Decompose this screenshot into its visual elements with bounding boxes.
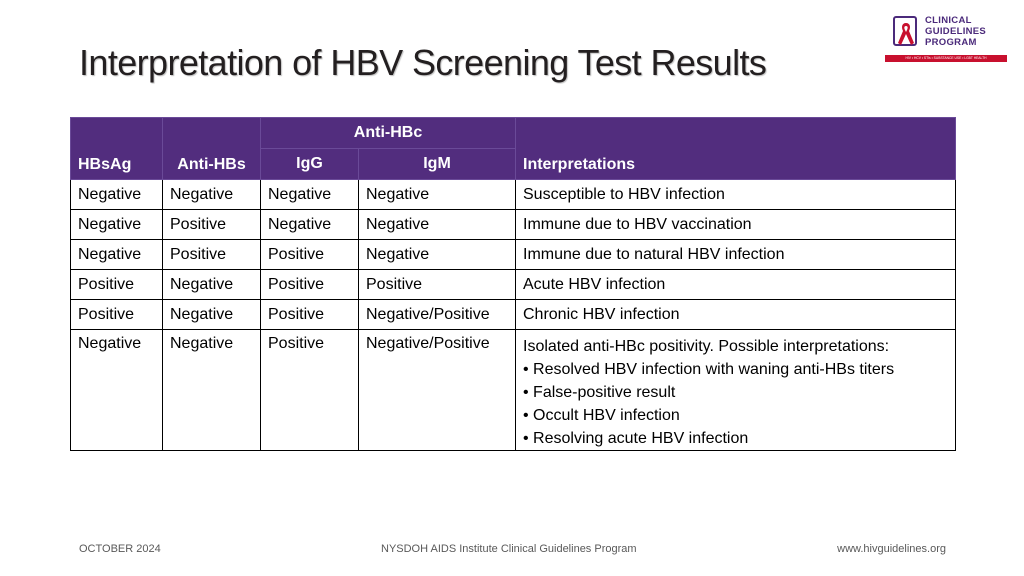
cell-anti-hbs: Negative [163, 180, 261, 210]
cell-igg: Negative [261, 180, 359, 210]
cell-hbsag: Positive [71, 270, 163, 300]
cell-hbsag: Negative [71, 210, 163, 240]
header-anti-hbc-group: Anti-HBc [261, 118, 516, 149]
cell-igm: Positive [359, 270, 516, 300]
logo-tagline: HIV • HCV • STIs • SUBSTANCE USE • LGBT HEALTH [885, 55, 1007, 62]
cell-igg: Positive [261, 270, 359, 300]
header-igg: IgG [261, 149, 359, 180]
cell-igm: Negative/Positive [359, 300, 516, 330]
cell-igg: Positive [261, 300, 359, 330]
header-interpretations: Interpretations [516, 118, 956, 180]
logo-line-3: PROGRAM [925, 37, 977, 48]
cell-interpretation: Chronic HBV infection [516, 300, 956, 330]
cell-anti-hbs: Positive [163, 210, 261, 240]
header-row-group [71, 118, 956, 149]
cell-igg: Positive [261, 330, 359, 451]
cell-igm: Negative/Positive [359, 330, 516, 451]
cell-hbsag: Negative [71, 330, 163, 451]
header-anti-hbs: Anti-HBs [163, 118, 261, 180]
header-igm: IgM [359, 149, 516, 180]
cell-igm: Negative [359, 240, 516, 270]
cell-hbsag: Negative [71, 240, 163, 270]
table-row [71, 300, 956, 330]
logo-wordmark [925, 15, 1011, 48]
cell-interpretation: Susceptible to HBV infection [516, 180, 956, 210]
interpretation-bullet: • Resolving acute HBV infection [523, 430, 749, 447]
table-row [71, 210, 956, 240]
table-row [71, 270, 956, 300]
slide-title: Interpretation of HBV Screening Test Results [79, 42, 767, 83]
cell-hbsag: Positive [71, 300, 163, 330]
interpretation-bullet: • Resolved HBV infection with waning anti-HBs titers [523, 361, 895, 378]
awareness-ribbon-icon [896, 21, 916, 47]
interpretation-intro: Isolated anti-HBc positivity. Possible interpretations: [523, 338, 890, 355]
cell-igm: Negative [359, 210, 516, 240]
cell-hbsag: Negative [71, 180, 163, 210]
cell-interpretation-detail [516, 330, 956, 451]
cell-igg: Negative [261, 210, 359, 240]
cell-interpretation: Acute HBV infection [516, 270, 956, 300]
cell-interpretation: Immune due to HBV vaccination [516, 210, 956, 240]
cell-anti-hbs: Negative [163, 270, 261, 300]
logo-line-1: CLINICAL [925, 15, 972, 26]
clinical-guidelines-logo [885, 12, 1010, 66]
interpretation-bullet: • Occult HBV infection [523, 407, 680, 424]
cell-anti-hbs: Negative [163, 300, 261, 330]
footer-program: NYSDOH AIDS Institute Clinical Guidelines Program [381, 543, 637, 555]
cell-anti-hbs: Negative [163, 330, 261, 451]
header-hbsag: HBsAg [71, 118, 163, 180]
hbv-results-table [70, 117, 956, 451]
footer-date: OCTOBER 2024 [79, 543, 161, 555]
table-row [71, 240, 956, 270]
cell-igm: Negative [359, 180, 516, 210]
cell-interpretation: Immune due to natural HBV infection [516, 240, 956, 270]
cell-anti-hbs: Positive [163, 240, 261, 270]
footer-website-link[interactable]: www.hivguidelines.org [837, 543, 946, 555]
interpretation-bullet: • False-positive result [523, 384, 676, 401]
table-row [71, 330, 956, 451]
cell-igg: Positive [261, 240, 359, 270]
logo-line-2: GUIDELINES [925, 26, 987, 37]
table-row [71, 180, 956, 210]
